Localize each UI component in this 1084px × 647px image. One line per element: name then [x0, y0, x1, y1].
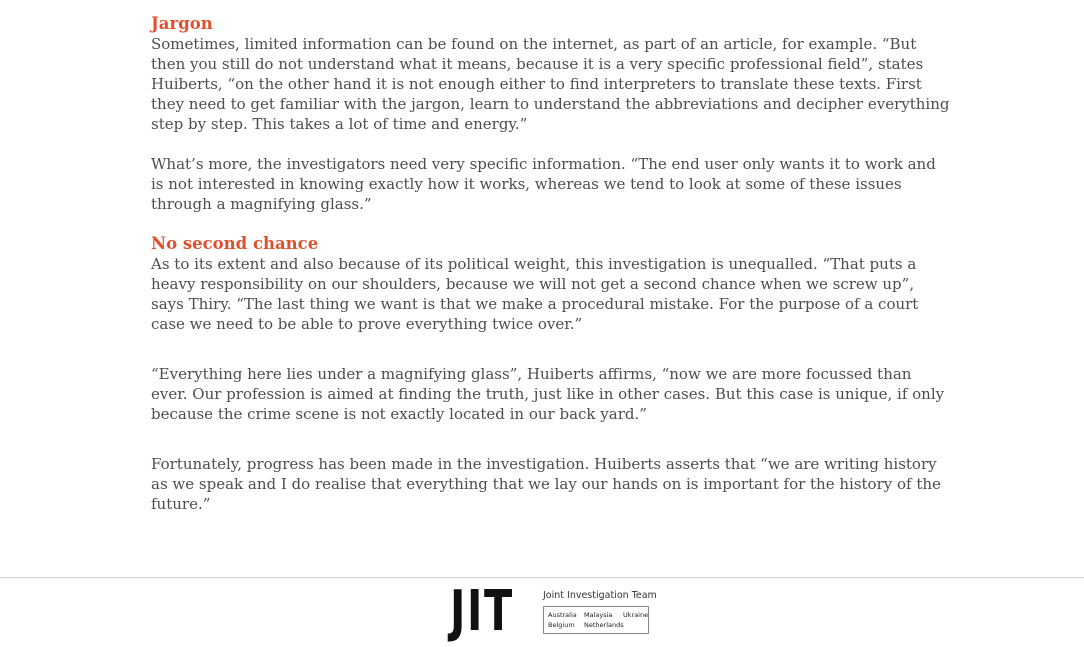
logo-mark: JIT [450, 579, 514, 644]
section-heading-no-second-chance: No second chance [151, 234, 319, 253]
logo-country-box [543, 606, 649, 634]
article-body [151, 14, 951, 514]
country-malaysia: Malaysia [584, 611, 613, 619]
paragraph-no-second-chance-1: As to its extent and also because of its political weight, this investigation is unequalled. “That puts a heavy responsibility on our shoulders, because we will not get a second chance when we screw up”, says Thiry. “The last thing we want is that we make a procedural mistake. For the purpose of a court case we need to be able to prove everything twice over.” [151, 255, 919, 333]
country-australia: Australia [548, 611, 577, 619]
country-ukraine: Ukraine [623, 611, 649, 619]
paragraph-jargon-2: What’s more, the investigators need very specific information. “The end user only wants it to work and is not interested in knowing exactly how it works, whereas we tend to look at some of these issues through a magnifying glass.” [151, 155, 936, 213]
footer-divider [0, 577, 1084, 578]
section-heading-jargon: Jargon [151, 14, 213, 33]
paragraph-no-second-chance-3: Fortunately, progress has been made in the investigation. Huiberts asserts that “we are writing history as we speak and I do realise that everything that we lay our hands on is important for the history of the future.” [151, 455, 941, 513]
country-netherlands: Netherlands [584, 621, 624, 629]
jit-logo[interactable] [450, 579, 660, 644]
paragraph-no-second-chance-2: “Everything here lies under a magnifying glass”, Huiberts affirms, “now we are more focussed than ever. Our profession is aimed at finding the truth, just like in other cases. But this case is unique, if only because the crime scene is not exactly located in our back yard.” [151, 365, 945, 423]
paragraph-jargon-1: Sometimes, limited information can be found on the internet, as part of an article, for example. “But then you still do not understand what it means, because it is a very specific professional field”, states Huiberts, “on the other hand it is not enough either to find interpreters to translate these texts. First they need to get familiar with the jargon, learn to understand the abbreviations and decipher everything step by step. This takes a lot of time and energy.” [151, 35, 950, 133]
logo-subtitle: Joint Investigation Team [543, 590, 657, 601]
country-belgium: Belgium [548, 621, 575, 629]
